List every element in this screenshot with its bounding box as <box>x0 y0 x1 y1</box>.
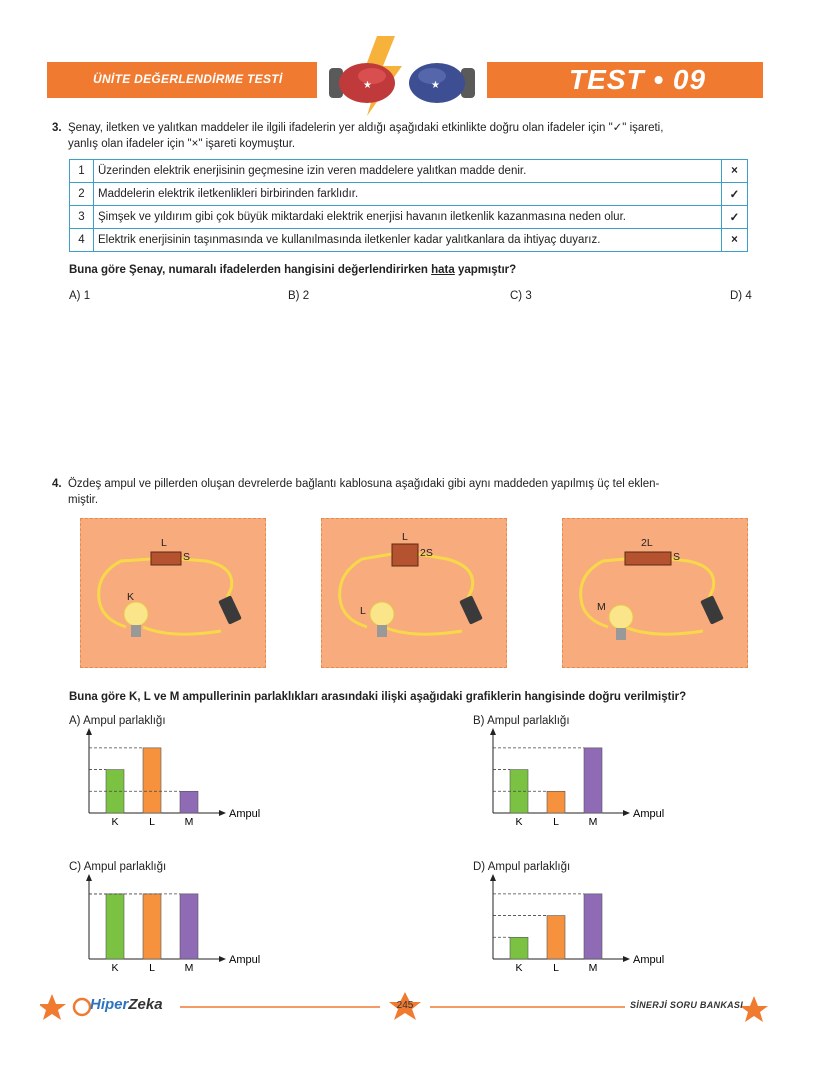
row-mark: × <box>722 160 748 183</box>
question-4-text <box>52 476 768 508</box>
svg-text:★: ★ <box>363 80 372 91</box>
bar-k <box>510 937 528 959</box>
row-text: Elektrik enerjisinin taşınmasında ve kullanılmasında iletkenler kadar yalıtkanlara da ihtiyaç duyarız. <box>94 229 722 252</box>
hiperzeka-logo <box>90 996 163 1013</box>
page-footer <box>40 990 780 1024</box>
circuit-l-drawing <box>322 519 508 669</box>
test-number-label <box>487 62 763 98</box>
y-axis-arrow <box>86 728 92 735</box>
option-c[interactable]: C) 3 <box>510 290 532 302</box>
row-text: Üzerinden elektrik enerjisinin geçmesine izin veren maddelere yalıtkan madde denir. <box>94 160 722 183</box>
star-icon <box>40 994 66 1020</box>
row-mark: ✓ <box>722 206 748 229</box>
graph-option-c[interactable] <box>69 861 289 981</box>
y-axis-arrow <box>86 874 92 881</box>
row-number: 4 <box>70 229 94 252</box>
x-axis-arrow <box>219 810 226 816</box>
bar-chart <box>69 725 289 835</box>
bar-m <box>584 748 602 813</box>
x-tick-label: M <box>184 962 194 974</box>
bar-k <box>106 894 124 959</box>
x-axis-label: Ampul <box>229 808 261 820</box>
y-axis-arrow <box>490 728 496 735</box>
wire-length-label: L <box>161 537 167 549</box>
y-axis-arrow <box>490 874 496 881</box>
statements-table <box>69 159 748 252</box>
x-tick-label: M <box>588 962 598 974</box>
bar-chart <box>473 871 693 981</box>
graph-option-b[interactable] <box>473 715 693 835</box>
graph-y-label: Ampul parlaklığı <box>83 861 167 873</box>
x-axis-label: Ampul <box>229 954 261 966</box>
x-tick-label: L <box>553 962 559 974</box>
row-text: Maddelerin elektrik iletkenlikleri birbirinden farklıdır. <box>94 183 722 206</box>
bar-chart <box>69 871 289 981</box>
graph-option-letter: A) <box>69 715 81 727</box>
circuit-l <box>321 518 507 668</box>
row-text: Şimşek ve yıldırım gibi çok büyük miktardaki elektrik enerjisi havanın iletkenlik kazanmasına neden olur. <box>94 206 722 229</box>
logo-hiper: Hiper <box>90 996 129 1013</box>
wire-area-label: S <box>183 551 191 563</box>
test-number: TEST • 09 <box>569 64 707 95</box>
graph-option-letter: C) <box>69 861 82 873</box>
unit-test-title: ÜNİTE DEĞERLENDİRME TESTİ <box>93 72 283 86</box>
bar-m <box>180 894 198 959</box>
option-a[interactable]: A) 1 <box>69 290 91 302</box>
x-axis-arrow <box>219 956 226 962</box>
question-3-line2: yanlış olan ifadeler için "×" işareti koymuştur. <box>68 138 296 150</box>
star-icon <box>740 996 768 1022</box>
bulb-label: K <box>127 591 135 603</box>
page-number: 245 <box>396 1000 414 1011</box>
boxing-gloves-icon <box>317 36 487 116</box>
wire-length-label: 2L <box>641 537 653 549</box>
table-row <box>70 206 748 229</box>
circuit-k-drawing <box>81 519 267 669</box>
table-row <box>70 160 748 183</box>
x-tick-label: K <box>515 816 523 828</box>
wire-area-label: 2S <box>420 547 433 559</box>
x-axis-label: Ampul <box>633 954 665 966</box>
x-axis-arrow <box>623 956 630 962</box>
row-number: 1 <box>70 160 94 183</box>
bar-m <box>180 791 198 813</box>
header-banner <box>47 62 763 98</box>
x-tick-label: L <box>149 962 155 974</box>
bar-l <box>547 791 565 813</box>
circuit-m-drawing <box>563 519 749 669</box>
graph-y-label: Ampul parlaklığı <box>487 715 570 727</box>
bulb-label: L <box>360 605 366 617</box>
graph-option-letter: D) <box>473 861 486 873</box>
row-number: 2 <box>70 183 94 206</box>
table-row <box>70 183 748 206</box>
wire-area-label: S <box>673 551 681 563</box>
bar-chart <box>473 725 693 835</box>
question-4-prompt: Buna göre K, L ve M ampullerinin parlaklıkları arasındaki ilişki aşağıdaki grafiklerin hangisinde doğru verilmiştir? <box>69 691 687 703</box>
graph-option-letter: B) <box>473 715 485 727</box>
question-4-line2: miştir. <box>68 494 99 506</box>
bar-l <box>143 748 161 813</box>
graph-y-label: Ampul parlaklığı <box>487 861 571 873</box>
logo-zeka: Zeka <box>128 996 163 1013</box>
prompt-part: yapmıştır? <box>454 264 517 276</box>
option-b[interactable]: B) 2 <box>288 290 310 302</box>
x-tick-label: M <box>588 816 598 828</box>
row-mark: ✓ <box>722 183 748 206</box>
option-d[interactable]: D) 4 <box>730 290 752 302</box>
bar-m <box>584 894 602 959</box>
bar-l <box>143 894 161 959</box>
row-number: 3 <box>70 206 94 229</box>
graph-option-a[interactable] <box>69 715 289 835</box>
x-tick-label: M <box>184 816 194 828</box>
question-3-number: 3. <box>52 122 62 134</box>
bulb-label: M <box>597 601 606 613</box>
wire-length-label: L <box>402 531 408 543</box>
x-axis-label: Ampul <box>633 808 665 820</box>
x-tick-label: L <box>149 816 155 828</box>
x-tick-label: L <box>553 816 559 828</box>
question-3-line1: Şenay, iletken ve yalıtkan maddeler ile ilgili ifadelerin yer aldığı aşağıdaki etkinlikte doğru olan ifadeler için "✓" işareti, <box>67 122 664 134</box>
prompt-underlined: hata <box>431 264 455 276</box>
prompt-part: Buna göre Şenay, numaralı ifadelerden hangisini değerlendirirken <box>69 264 432 276</box>
x-tick-label: K <box>111 962 119 974</box>
row-mark: × <box>722 229 748 252</box>
question-3-prompt <box>69 262 516 278</box>
question-4-line1: Özdeş ampul ve pillerden oluşan devrelerde bağlantı kablosuna aşağıdaki gibi aynı maddeden yapılmış üç tel eklen- <box>67 478 660 490</box>
circuit-k <box>80 518 266 668</box>
bar-l <box>547 916 565 959</box>
x-tick-label: K <box>515 962 523 974</box>
x-axis-arrow <box>623 810 630 816</box>
x-tick-label: K <box>111 816 119 828</box>
series-title: SİNERJİ SORU BANKASI <box>630 1000 744 1010</box>
unit-test-label <box>47 62 317 98</box>
circuit-m <box>562 518 748 668</box>
svg-text:★: ★ <box>431 80 440 91</box>
question-4-number: 4. <box>52 478 62 490</box>
graph-y-label: Ampul parlaklığı <box>83 715 166 727</box>
question-3-text <box>52 120 768 152</box>
graph-option-d[interactable] <box>473 861 693 981</box>
table-row <box>70 229 748 252</box>
